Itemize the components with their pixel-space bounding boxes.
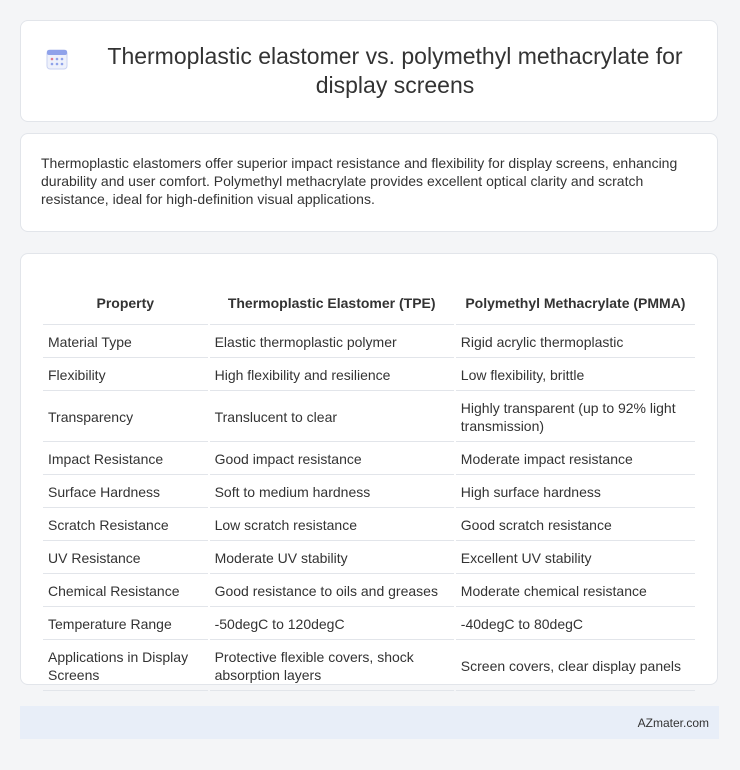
tpe-cell: Moderate UV stability [210,543,454,574]
property-cell: Scratch Resistance [43,510,208,541]
header-pmma: Polymethyl Methacrylate (PMMA) [456,276,695,325]
table-row [43,642,695,691]
pmma-cell: Moderate impact resistance [456,444,695,475]
pmma-cell: Rigid acrylic thermoplastic [456,327,695,358]
property-cell: Temperature Range [43,609,208,640]
pmma-cell: High surface hardness [456,477,695,508]
calendar-icon [45,47,69,71]
table-row [43,444,695,475]
tpe-cell: Good resistance to oils and greases [210,576,454,607]
tpe-cell: Soft to medium hardness [210,477,454,508]
pmma-cell: Excellent UV stability [456,543,695,574]
title-card [20,20,718,122]
table-row [43,543,695,574]
summary-text: Thermoplastic elastomers offer superior impact resistance and flexibility for display screens, enhancing durability and user comfort. Polymethyl methacrylate provides excellent optical clarity and scratch resistance, ideal for high-definition visual applications. [41,155,678,207]
property-cell: Impact Resistance [43,444,208,475]
header-tpe: Thermoplastic Elastomer (TPE) [210,276,454,325]
property-cell: UV Resistance [43,543,208,574]
pmma-cell: Highly transparent (up to 92% light transmission) [456,393,695,442]
pmma-cell: -40degC to 80degC [456,609,695,640]
footer-brand: AZmater.com [637,715,709,730]
table-row [43,360,695,391]
table-row [43,609,695,640]
comparison-table-card [20,253,718,685]
pmma-cell: Screen covers, clear display panels [456,642,695,691]
property-cell: Material Type [43,327,208,358]
tpe-cell: Protective flexible covers, shock absorption layers [210,642,454,691]
property-cell: Surface Hardness [43,477,208,508]
table-row [43,510,695,541]
property-cell: Flexibility [43,360,208,391]
property-cell: Transparency [43,393,208,442]
pmma-cell: Moderate chemical resistance [456,576,695,607]
comparison-table [41,274,697,693]
table-row [43,327,695,358]
page-title: Thermoplastic elastomer vs. polymethyl methacrylate for display screens [107,43,683,98]
footer-bar [20,706,719,739]
tpe-cell: Translucent to clear [210,393,454,442]
tpe-cell: Good impact resistance [210,444,454,475]
header-property: Property [43,276,208,325]
table-header-row [43,276,695,325]
summary-card [20,133,718,232]
table-row [43,393,695,442]
table-row [43,477,695,508]
property-cell: Chemical Resistance [43,576,208,607]
tpe-cell: Elastic thermoplastic polymer [210,327,454,358]
table-row [43,576,695,607]
tpe-cell: High flexibility and resilience [210,360,454,391]
pmma-cell: Low flexibility, brittle [456,360,695,391]
tpe-cell: Low scratch resistance [210,510,454,541]
tpe-cell: -50degC to 120degC [210,609,454,640]
property-cell: Applications in Display Screens [43,642,208,691]
pmma-cell: Good scratch resistance [456,510,695,541]
